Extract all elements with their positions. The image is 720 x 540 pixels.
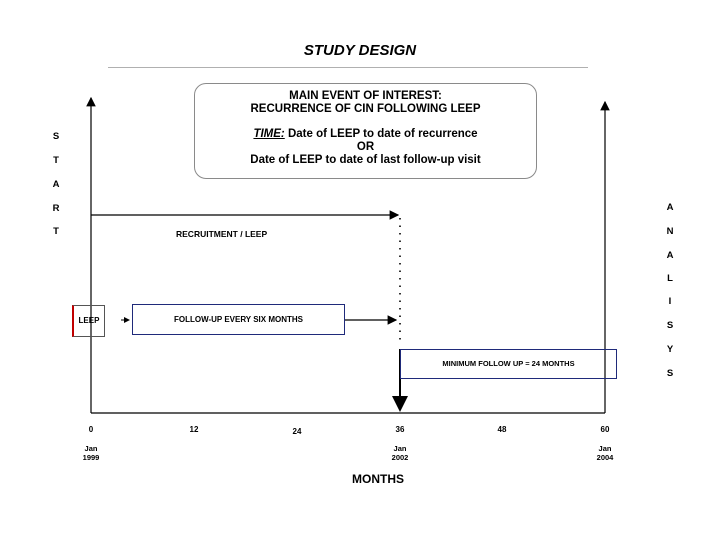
event-subheading: RECURRENCE OF CIN FOLLOWING LEEP	[250, 103, 481, 115]
tick-label: 36	[395, 425, 405, 434]
page-title: STUDY DESIGN	[303, 42, 417, 59]
tick-label: 12	[189, 425, 199, 434]
leep-box: LEEP	[72, 305, 105, 337]
analysis-letter: N	[666, 226, 674, 237]
start-letter: A	[52, 179, 60, 190]
date-year: 1999	[82, 453, 100, 462]
tick-label: 48	[497, 425, 507, 434]
analysis-letter: A	[666, 202, 674, 213]
time-alternative: Date of LEEP to date of last follow-up visit	[250, 154, 481, 166]
analysis-letter: Y	[666, 344, 674, 355]
date-year: 2004	[596, 453, 614, 462]
date-year: 2002	[391, 453, 409, 462]
start-letter: T	[53, 226, 59, 237]
date-label	[378, 444, 422, 462]
analysis-letter: A	[666, 250, 674, 261]
start-letter: T	[53, 155, 59, 166]
time-text: Date of LEEP to date of recurrence	[287, 128, 478, 140]
recruitment-label: RECRUITMENT / LEEP	[176, 229, 268, 239]
or-text: OR	[356, 141, 375, 153]
start-letter: R	[52, 203, 60, 214]
date-label	[69, 444, 113, 462]
tick-label: 24	[292, 427, 302, 436]
x-axis-label: MONTHS	[352, 472, 404, 486]
event-heading: MAIN EVENT OF INTEREST:	[289, 90, 442, 102]
analysis-letter: I	[668, 296, 672, 307]
tick-label: 0	[88, 425, 94, 434]
analysis-letter: S	[666, 320, 674, 331]
date-label	[583, 444, 627, 462]
date-month: Jan	[84, 444, 98, 453]
date-month: Jan	[393, 444, 407, 453]
followup-box: FOLLOW-UP EVERY SIX MONTHS	[132, 304, 345, 335]
analysis-letter: L	[667, 273, 673, 284]
date-month: Jan	[598, 444, 612, 453]
time-label: TIME:	[253, 128, 285, 140]
tick-label: 60	[600, 425, 610, 434]
start-letter: S	[52, 131, 60, 142]
min-followup-box: MINIMUM FOLLOW UP = 24 MONTHS	[400, 349, 617, 379]
analysis-letter: S	[666, 368, 674, 379]
